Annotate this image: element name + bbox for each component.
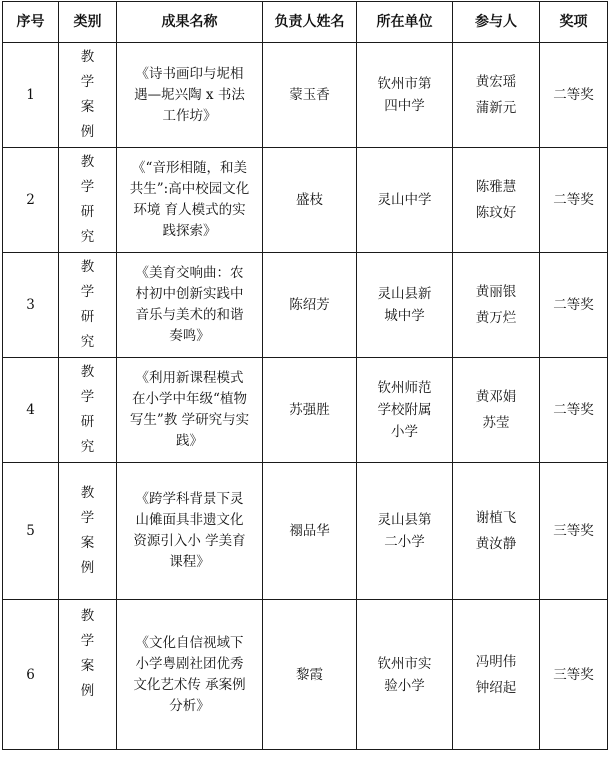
cell-leader: 盛枝 <box>263 148 357 253</box>
cell-participants <box>453 358 540 463</box>
cell-no: 6 <box>3 600 59 750</box>
cell-award: 二等奖 <box>540 43 608 148</box>
cell-category: 教学案例 <box>59 600 117 750</box>
cell-leader: 禤品华 <box>263 463 357 600</box>
participant-name: 黄丽银 <box>475 284 517 300</box>
participant-name: 冯明伟 <box>475 653 517 670</box>
cell-category: 教学研究 <box>59 148 117 253</box>
cell-title: 《诗书画印与坭相遇—坭兴陶 x 书法工作坊》 <box>117 43 263 148</box>
header-cell-award: 奖项 <box>540 2 608 43</box>
cell-award: 二等奖 <box>540 253 608 358</box>
participant-name: 陈玟好 <box>475 205 517 221</box>
header-cell-leader: 负责人姓名 <box>263 2 357 43</box>
cell-no: 5 <box>3 463 59 600</box>
cell-unit: 灵山中学 <box>357 148 453 253</box>
participant-name: 钟绍起 <box>475 679 517 696</box>
participant-name: 黄汝静 <box>475 536 517 552</box>
cell-participants <box>453 253 540 358</box>
cell-participants <box>453 43 540 148</box>
cell-award: 三等奖 <box>540 600 608 750</box>
cell-award: 二等奖 <box>540 148 608 253</box>
cell-unit: 灵山县新城中学 <box>357 253 453 358</box>
cell-title: 《利用新课程模式在小学中年级“植物写生”教 学研究与实践》 <box>117 358 263 463</box>
cell-participants <box>453 148 540 253</box>
cell-leader: 陈绍芳 <box>263 253 357 358</box>
table-row <box>3 253 608 358</box>
cell-title: 《“音形相随，和美共生”:高中校园文化环境 育人模式的实践探索》 <box>117 148 263 253</box>
table-row <box>3 463 608 600</box>
cell-unit: 钦州师范学校附属小学 <box>357 358 453 463</box>
cell-leader: 黎霞 <box>263 600 357 750</box>
cell-unit: 钦州市实验小学 <box>357 600 453 750</box>
participant-name: 谢植飞 <box>475 510 517 526</box>
header-row <box>3 2 608 43</box>
cell-title: 《美育交响曲：农村初中创新实践中音乐与美术的和谐奏鸣》 <box>117 253 263 358</box>
cell-award: 三等奖 <box>540 463 608 600</box>
cell-no: 3 <box>3 253 59 358</box>
cell-no: 4 <box>3 358 59 463</box>
cell-category: 教学案例 <box>59 43 117 148</box>
cell-title: 《文化自信视域下小学粤剧社团优秀文化艺术传 承案例分析》 <box>117 600 263 750</box>
cell-unit: 钦州市第四中学 <box>357 43 453 148</box>
table-row <box>3 358 608 463</box>
header-cell-no: 序号 <box>3 2 59 43</box>
cell-leader: 苏强胜 <box>263 358 357 463</box>
cell-category: 教学研究 <box>59 358 117 463</box>
header-cell-unit: 所在单位 <box>357 2 453 43</box>
participant-name: 苏莹 <box>482 415 510 431</box>
cell-award: 二等奖 <box>540 358 608 463</box>
table-row <box>3 43 608 148</box>
cell-no: 2 <box>3 148 59 253</box>
cell-participants <box>453 463 540 600</box>
cell-category: 教学研究 <box>59 253 117 358</box>
header-cell-participants: 参与人 <box>453 2 540 43</box>
header-cell-title: 成果名称 <box>117 2 263 43</box>
cell-category: 教学案例 <box>59 463 117 600</box>
cell-title: 《跨学科背景下灵山傩面具非遗文化资源引入小 学美育课程》 <box>117 463 263 600</box>
cell-leader: 蒙玉香 <box>263 43 357 148</box>
participant-name: 黄宏瑶 <box>475 74 517 90</box>
participant-name: 黄邓娟 <box>475 389 517 405</box>
header-cell-category: 类别 <box>59 2 117 43</box>
awards-table <box>2 1 608 750</box>
table-row <box>3 148 608 253</box>
participant-name: 陈雅慧 <box>475 179 517 195</box>
cell-no: 1 <box>3 43 59 148</box>
cell-unit: 灵山县第二小学 <box>357 463 453 600</box>
participant-name: 蒲新元 <box>475 100 517 116</box>
cell-participants <box>453 600 540 750</box>
table-row <box>3 600 608 750</box>
participant-name: 黄万烂 <box>475 310 517 326</box>
